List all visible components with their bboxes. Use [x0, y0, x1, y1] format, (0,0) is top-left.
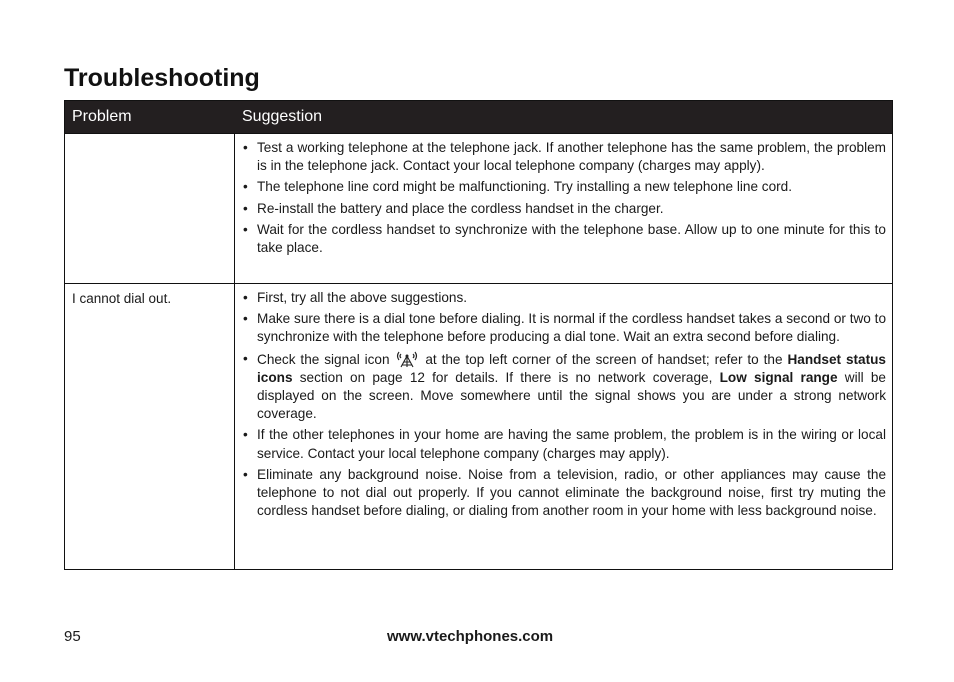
bold-reference: Handset status icons [257, 351, 886, 385]
list-item: • Test a working telephone at the telephone jack. If another telephone has the same problem, the problem is in the telephone jack. Contact your local telephone company (charges may apply). [241, 139, 886, 175]
list-item [241, 350, 886, 424]
page-title: Troubleshooting [64, 64, 260, 92]
list-item: • Wait for the cordless handset to synchronize with the telephone base. Allow up to one minute for this to take place. [241, 221, 886, 257]
website-url: www.vtechphones.com [387, 628, 554, 645]
page-number: 95 [64, 628, 81, 645]
list-item: • Re-install the battery and place the cordless handset in the charger. [241, 200, 886, 218]
problem-cell: I cannot dial out. [65, 284, 235, 569]
text-segment: at the top left corner of the screen of handset; refer to the [425, 351, 783, 367]
signal-antenna-icon [396, 350, 418, 368]
bold-reference: Low signal range [719, 369, 838, 385]
troubleshooting-table [64, 100, 893, 570]
list-item: • First, try all the above suggestions. [241, 289, 886, 307]
table-row [65, 283, 892, 569]
text-segment: section on page 12 for details. If there is no network coverage, [299, 369, 713, 385]
list-item: • Make sure there is a dial tone before dialing. It is normal if the cordless handset takes a second or two to synchronize with the telephone before producing a dial tone. Wait an extra second before dialing. [241, 310, 886, 346]
text-segment: Check the signal icon [257, 351, 390, 367]
header-suggestion: Suggestion [242, 108, 323, 125]
table-header [65, 101, 892, 133]
problem-cell [65, 134, 235, 283]
table-row [65, 133, 892, 283]
text-segment: will be displayed on the screen. Move somewhere until the signal shows you are under a strong network coverage. [257, 369, 886, 422]
list-item: • Eliminate any background noise. Noise from a television, radio, or other appliances may cause the telephone to not dial out properly. If you cannot eliminate the background noise, first try muting the cordless handset before dialing, or dialing from another room in your home with less background noise. [241, 466, 886, 521]
list-item: • The telephone line cord might be malfunctioning. Try installing a new telephone line cord. [241, 178, 886, 196]
suggestion-cell [235, 134, 892, 283]
suggestion-cell [235, 284, 892, 569]
list-item: • If the other telephones in your home are having the same problem, the problem is in the wiring or local service. Contact your local telephone company (charges may apply). [241, 426, 886, 462]
header-problem: Problem [72, 108, 132, 125]
